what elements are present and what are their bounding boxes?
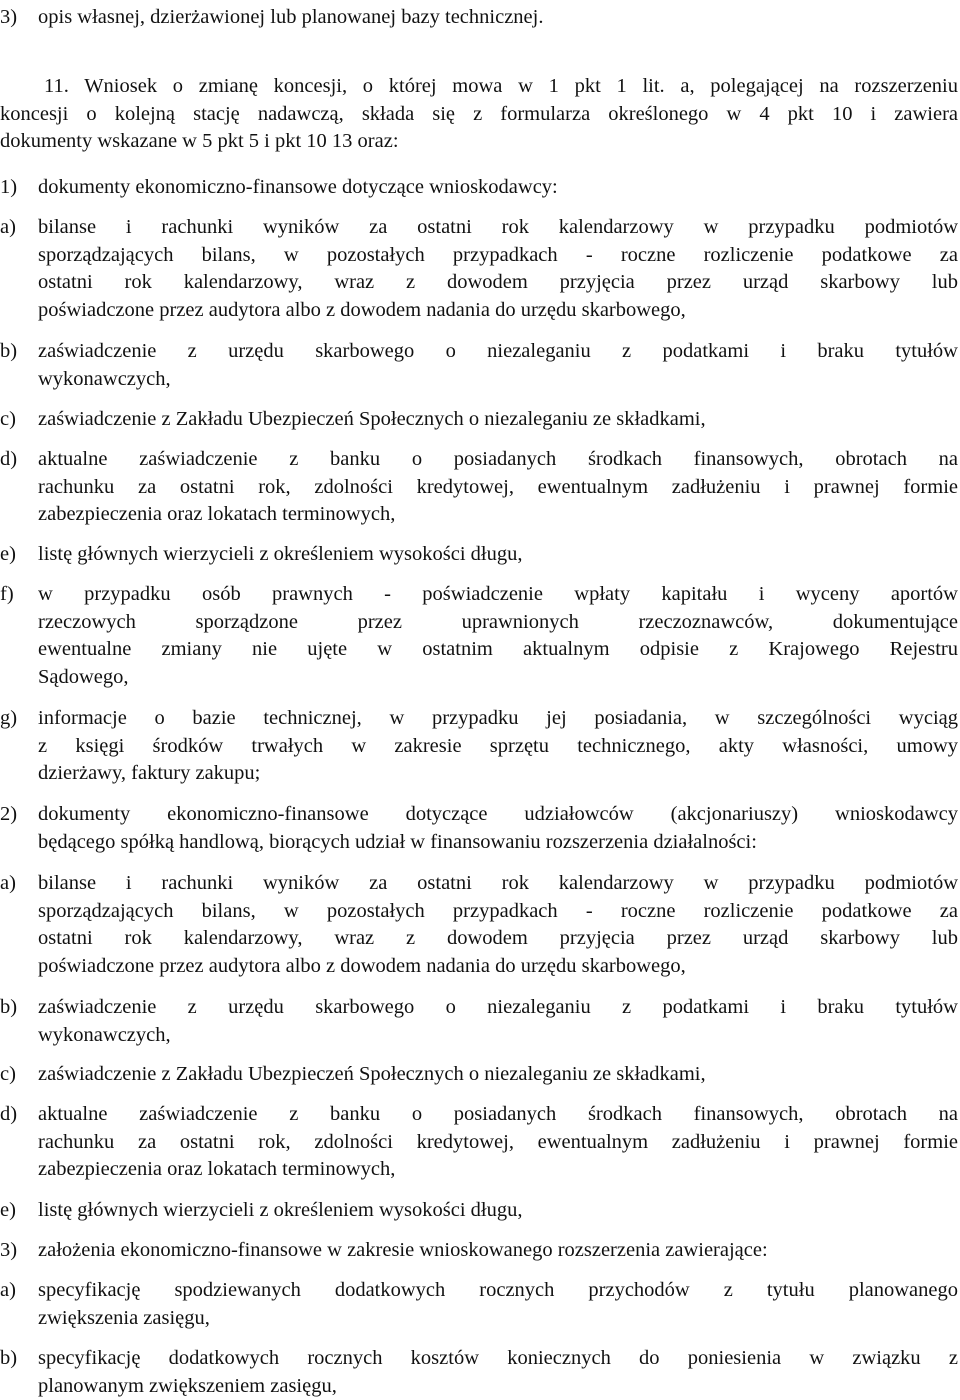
list-item-label: 3) bbox=[0, 1237, 17, 1265]
subitem-line: ostatni rok kalendarzowy, wraz z dowodem przyjęcia przez urząd skarbowy lub bbox=[38, 925, 958, 953]
subitem-1c bbox=[0, 406, 958, 434]
subitem-line: poświadczone przez audytora albo z dowodem nadania do urzędu skarbowego, bbox=[38, 953, 958, 981]
subitem-label: f) bbox=[0, 581, 14, 609]
subitem-line: zaświadczenie z urzędu skarbowego o niezaleganiu z podatkami i braku tytułów bbox=[38, 994, 958, 1022]
paragraph-line: dokumenty wskazane w 5 pkt 5 i pkt 10 13 oraz: bbox=[0, 128, 958, 156]
subitem-line: ostatni rok kalendarzowy, wraz z dowodem przyjęcia przez urząd skarbowy lub bbox=[38, 269, 958, 297]
subitem-line: w przypadku osób prawnych - poświadczenie wpłaty kapitału i wyceny aportów bbox=[38, 581, 958, 609]
subitem-line: aktualne zaświadczenie z banku o posiadanych środkach finansowych, obrotach na bbox=[38, 1101, 958, 1129]
subitem-label: a) bbox=[0, 1277, 16, 1305]
paragraph-line: 11. Wniosek o zmianę koncesji, o której mowa w 1 pkt 1 lit. a, polegającej na rozszerzeniu bbox=[0, 73, 958, 101]
subitem-line: bilanse i rachunki wyników za ostatni rok kalendarzowy w przypadku podmiotów bbox=[38, 870, 958, 898]
section-11-paragraph bbox=[0, 73, 958, 156]
subitem-line: poświadczone przez audytora albo z dowodem nadania do urzędu skarbowego, bbox=[38, 297, 958, 325]
subitem-line: rachunku za ostatni rok, zdolności kredytowej, ewentualnym zadłużeniu i prawnej formie bbox=[38, 1129, 958, 1157]
paragraph-line: koncesji o kolejną stację nadawczą, składa się z formularza określonego w 4 pkt 10 i zawiera bbox=[0, 101, 958, 129]
subitem-label: c) bbox=[0, 1061, 16, 1089]
subitem-line: sporządzających bilans, w pozostałych przypadkach - roczne rozliczenie podatkowe za bbox=[38, 898, 958, 926]
subitem-label: a) bbox=[0, 214, 16, 242]
subitem-label: b) bbox=[0, 994, 17, 1022]
subitem-2b bbox=[0, 994, 958, 1049]
subitem-2c bbox=[0, 1061, 958, 1089]
list-item-2 bbox=[0, 801, 958, 856]
subitem-line: wykonawczych, bbox=[38, 366, 958, 394]
subitem-label: d) bbox=[0, 446, 17, 474]
subitem-line: listę głównych wierzycieli z określeniem wysokości długu, bbox=[38, 1197, 958, 1225]
subitem-3b bbox=[0, 1345, 958, 1400]
subitem-line: bilanse i rachunki wyników za ostatni rok kalendarzowy w przypadku podmiotów bbox=[38, 214, 958, 242]
subitem-line: sporządzających bilans, w pozostałych przypadkach - roczne rozliczenie podatkowe za bbox=[38, 242, 958, 270]
subitem-1b bbox=[0, 338, 958, 393]
subitem-line: zabezpieczenia oraz lokatach terminowych, bbox=[38, 501, 958, 529]
subitem-line: rzeczowych sporządzone przez uprawnionych rzeczoznawców, dokumentujące bbox=[38, 609, 958, 637]
list-item-1 bbox=[0, 174, 958, 202]
subitem-line: specyfikację dodatkowych rocznych kosztów koniecznych do poniesienia w związku z bbox=[38, 1345, 958, 1373]
list-item-text: opis własnej, dzierżawionej lub planowanej bazy technicznej. bbox=[38, 4, 958, 32]
subitem-2a bbox=[0, 870, 958, 980]
subitem-label: c) bbox=[0, 406, 16, 434]
subitem-line: zaświadczenie z Zakładu Ubezpieczeń Społecznych o niezaleganiu ze składkami, bbox=[38, 1061, 958, 1089]
subitem-line: listę głównych wierzycieli z określeniem wysokości długu, bbox=[38, 541, 958, 569]
list-item-text: dokumenty ekonomiczno-finansowe dotyczące wnioskodawcy: bbox=[38, 174, 958, 202]
subitem-label: b) bbox=[0, 1345, 17, 1373]
list-item-label: 3) bbox=[0, 4, 17, 32]
subitem-3a bbox=[0, 1277, 958, 1332]
subitem-line: aktualne zaświadczenie z banku o posiadanych środkach finansowych, obrotach na bbox=[38, 446, 958, 474]
subitem-line: zwiększenia zasięgu, bbox=[38, 1305, 958, 1333]
list-item-line: będącego spółką handlową, biorących udział w finansowaniu rozszerzenia działalności: bbox=[38, 829, 958, 857]
subitem-line: zabezpieczenia oraz lokatach terminowych, bbox=[38, 1156, 958, 1184]
subitem-1a bbox=[0, 214, 958, 324]
subitem-line: zaświadczenie z urzędu skarbowego o niezaleganiu z podatkami i braku tytułów bbox=[38, 338, 958, 366]
subitem-line: dzierżawy, faktury zakupu; bbox=[38, 760, 958, 788]
subitem-1e bbox=[0, 541, 958, 569]
subitem-label: d) bbox=[0, 1101, 17, 1129]
subitem-line: specyfikację spodziewanych dodatkowych rocznych przychodów z tytułu planowanego bbox=[38, 1277, 958, 1305]
subitem-label: b) bbox=[0, 338, 17, 366]
list-item-3 bbox=[0, 1237, 958, 1265]
list-item-text: założenia ekonomiczno-finansowe w zakresie wnioskowanego rozszerzenia zawierające: bbox=[38, 1237, 958, 1265]
subitem-1g bbox=[0, 705, 958, 788]
subitem-2e bbox=[0, 1197, 958, 1225]
subitem-line: ewentualne zmiany nie ujęte w ostatnim aktualnym odpisie z Krajowego Rejestru bbox=[38, 636, 958, 664]
subitem-label: e) bbox=[0, 1197, 16, 1225]
subitem-line: wykonawczych, bbox=[38, 1022, 958, 1050]
list-item-3-base bbox=[0, 4, 958, 32]
subitem-1d bbox=[0, 446, 958, 529]
list-item-label: 1) bbox=[0, 174, 17, 202]
subitem-line: z księgi środków trwałych w zakresie sprzętu technicznego, akty własności, umowy bbox=[38, 733, 958, 761]
list-item-line: dokumenty ekonomiczno-finansowe dotyczące udziałowców (akcjonariuszy) wnioskodawcy bbox=[38, 801, 958, 829]
subitem-line: informacje o bazie technicznej, w przypadku jej posiadania, w szczególności wyciąg bbox=[38, 705, 958, 733]
subitem-label: g) bbox=[0, 705, 17, 733]
subitem-label: e) bbox=[0, 541, 16, 569]
subitem-2d bbox=[0, 1101, 958, 1184]
subitem-line: rachunku za ostatni rok, zdolności kredytowej, ewentualnym zadłużeniu i prawnej formie bbox=[38, 474, 958, 502]
subitem-line: planowanym zwiększeniem zasięgu, bbox=[38, 1373, 958, 1400]
subitem-1f bbox=[0, 581, 958, 691]
subitem-label: a) bbox=[0, 870, 16, 898]
subitem-line: zaświadczenie z Zakładu Ubezpieczeń Społecznych o niezaleganiu ze składkami, bbox=[38, 406, 958, 434]
subitem-line: Sądowego, bbox=[38, 664, 958, 692]
list-item-label: 2) bbox=[0, 801, 17, 829]
